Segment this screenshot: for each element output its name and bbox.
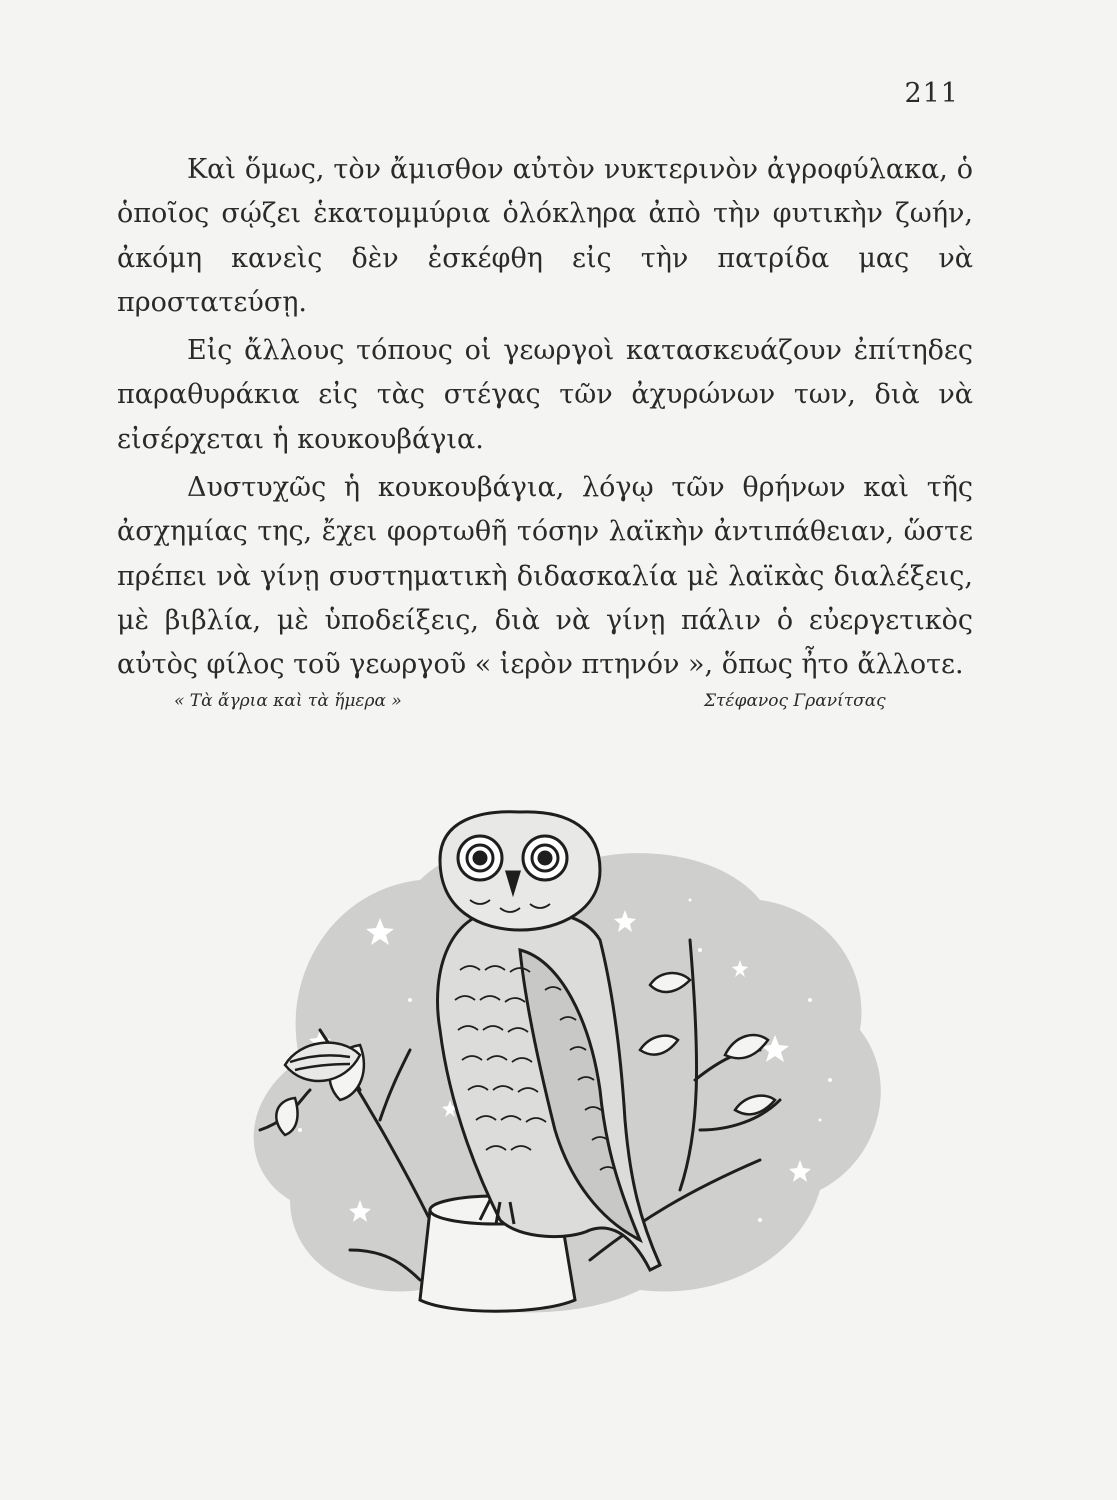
- text-body: [117, 148, 973, 692]
- author-name: Στέφανος Γρανίτσας: [704, 691, 886, 711]
- paragraph-3: Δυστυχῶς ἡ κουκουβάγια, λόγῳ τῶν θρήνων καὶ τῆς ἀσχημίας της, ἔχει φορτωθῆ τόσην λαϊκὴν ἀντιπάθειαν, ὥστε πρέπει νὰ γίνῃ συστηματικὴ διδασκαλία μὲ λαϊκὰς διαλέξεις, μὲ βιβλία, μὲ ὑποδείξεις, διὰ νὰ γίνῃ πάλιν ὁ εὐεργετικὸς αὐτὸς φίλος τοῦ γεωργοῦ « ἱερὸν πτηνόν », ὅπως ἦτο ἄλλοτε.: [117, 472, 973, 681]
- owl-illustration: [0, 800, 1117, 1320]
- source-title: « Τὰ ἄγρια καὶ τὰ ἥμερα »: [174, 691, 402, 711]
- paragraph-1: Καὶ ὅμως, τὸν ἄμισθον αὐτὸν νυκτερινὸν ἀγροφύλακα, ὁ ὁποῖος σῴζει ἑκατομμύρια ὁλόκληρα ἀπὸ τὴν φυτικὴν ζωήν, ἀκόμη κανεὶς δὲν ἐσκέφθη εἰς τὴν πατρίδα μας νὰ προστατεύσῃ.: [117, 154, 973, 318]
- paragraph-2: Εἰς ἄλλους τόπους οἱ γεωργοὶ κατασκευάζουν ἐπίτηδες παραθυράκια εἰς τὰς στέγας τῶν ἀχυρώνων των, διὰ νὰ εἰσέρχεται ἡ κουκουβάγια.: [117, 335, 973, 455]
- page-number: 211: [904, 78, 959, 109]
